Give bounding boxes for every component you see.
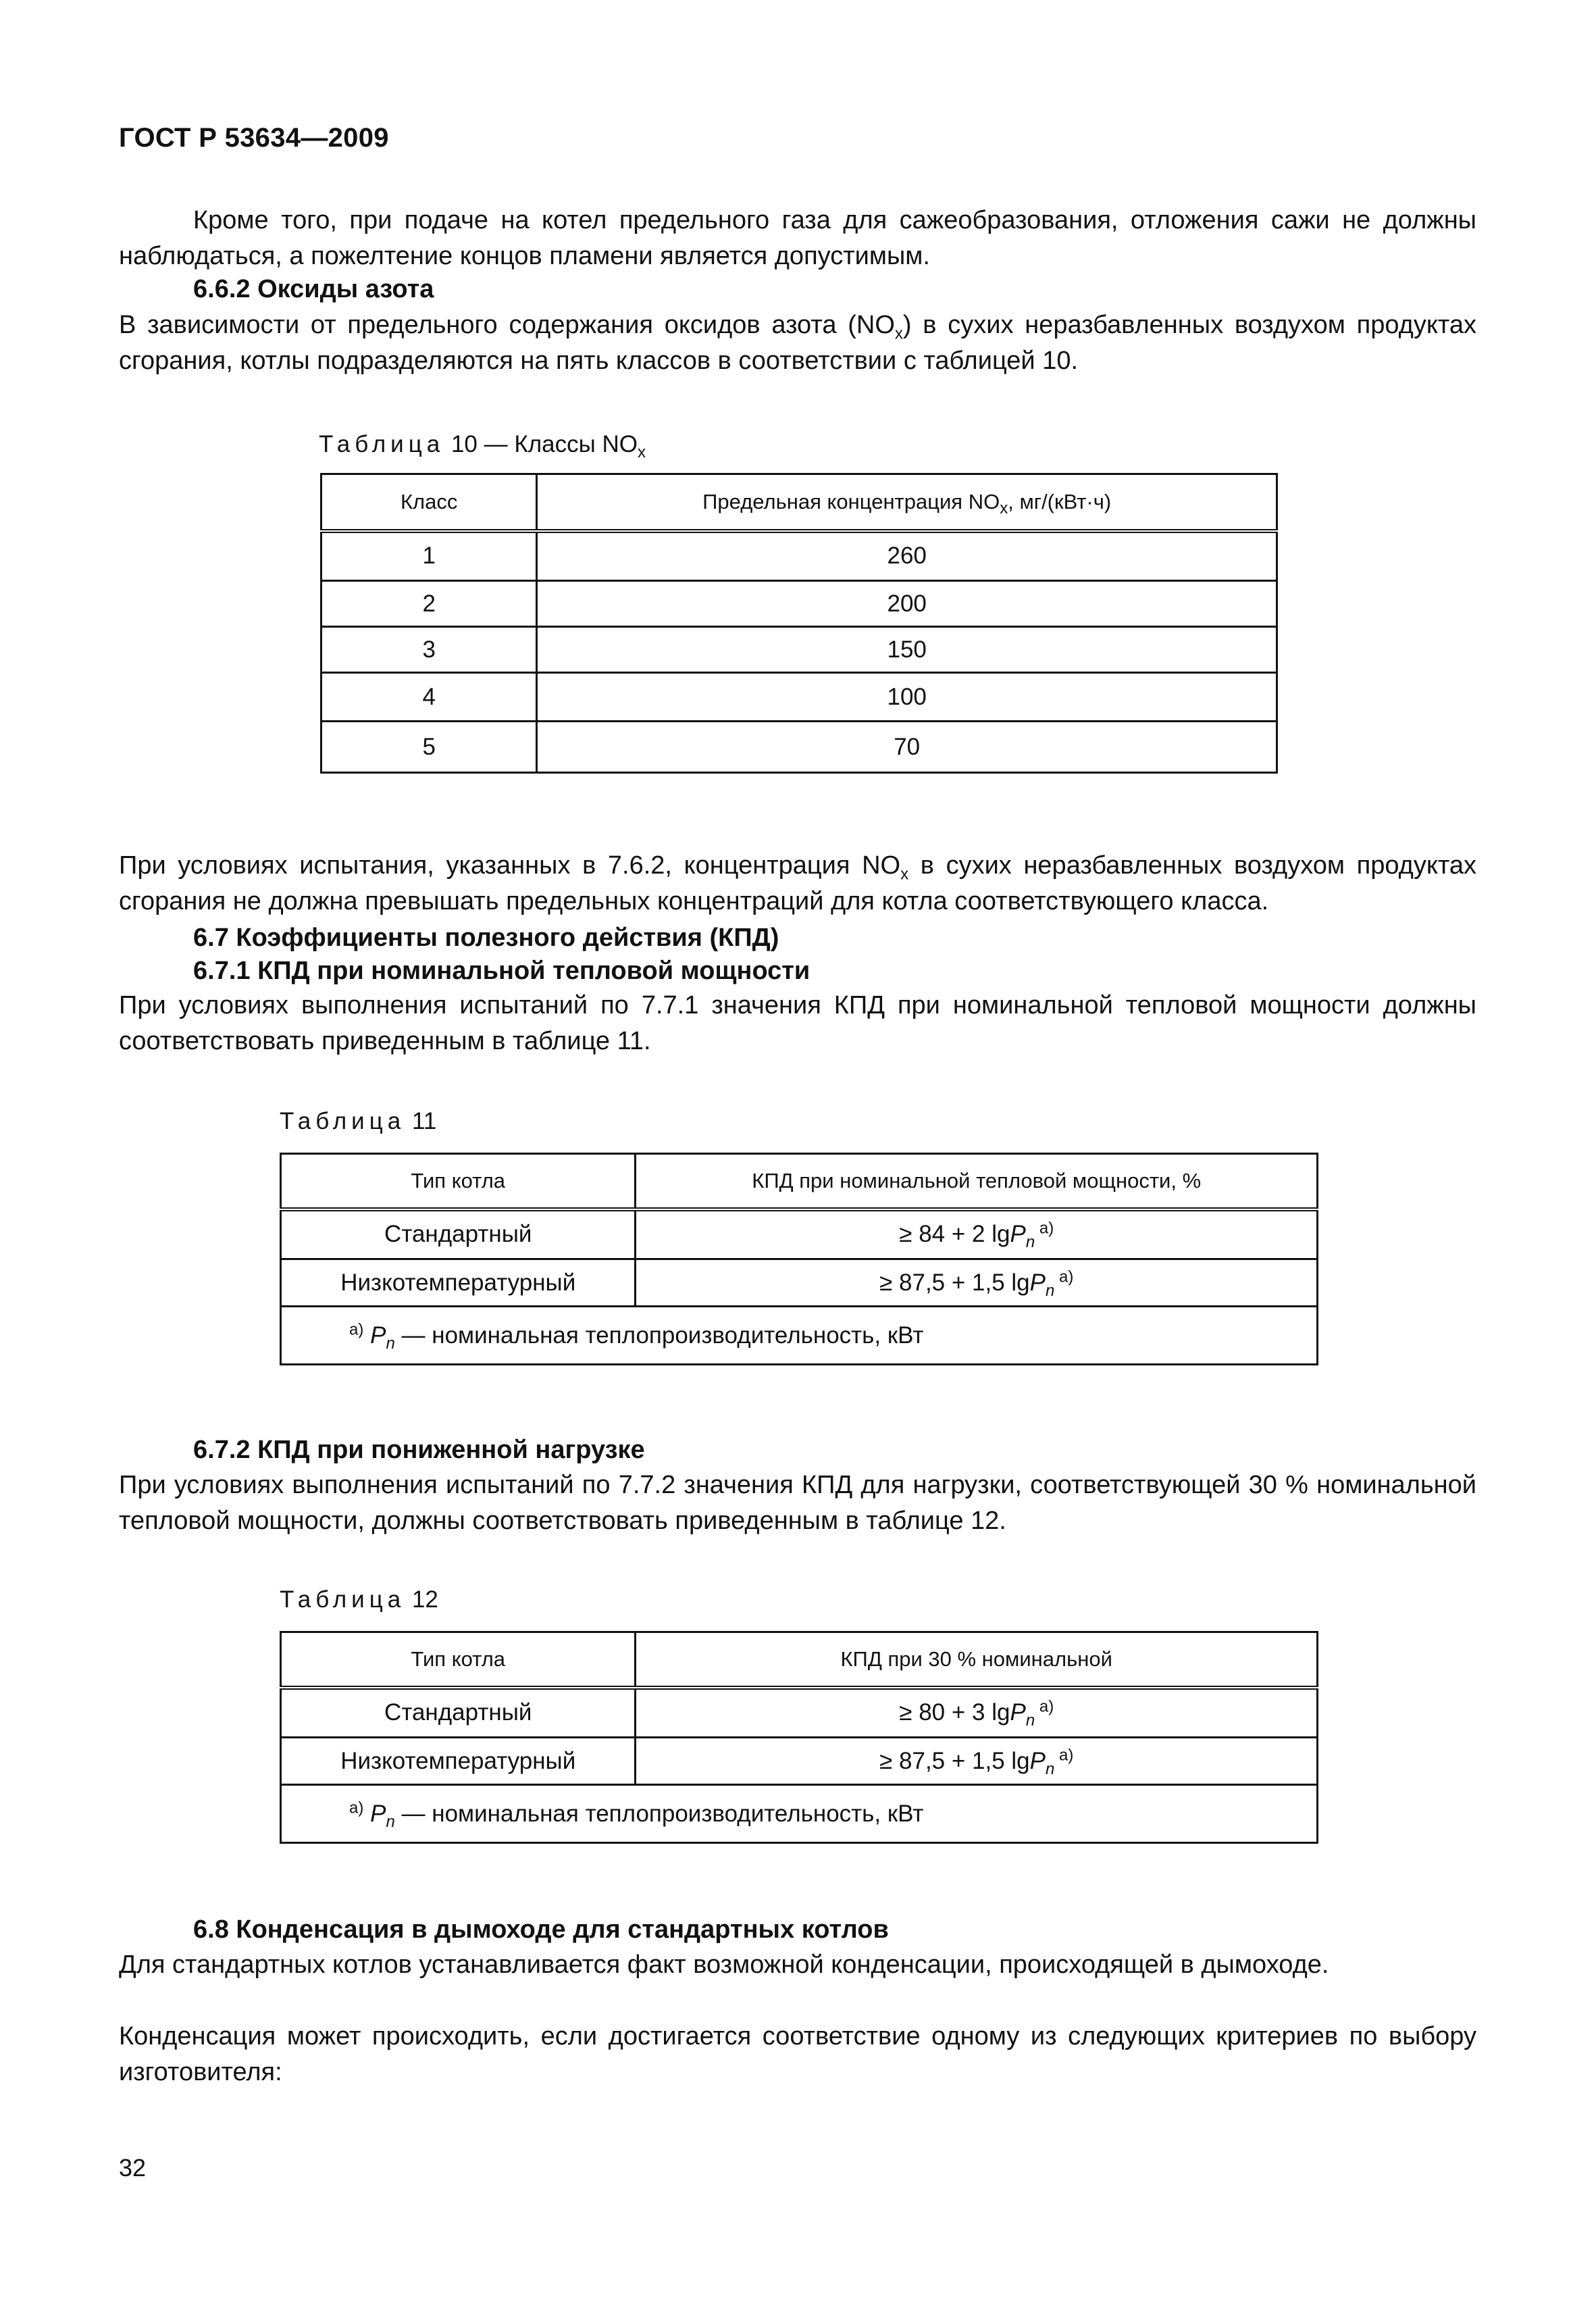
table-row xyxy=(281,1738,1318,1785)
table12-caption xyxy=(280,1584,438,1615)
table12-col-efficiency: КПД при 30 % номинальной xyxy=(636,1632,1318,1688)
table10 xyxy=(320,473,1278,774)
table-row xyxy=(281,1259,1318,1307)
table12-formula-cell: ≥ 87,5 + 1,5 lgP$_n$ $^{а)}$ xyxy=(636,1738,1318,1785)
table10-value-cell: 100 xyxy=(537,673,1277,722)
table12-caption-rest: 12 xyxy=(405,1586,438,1613)
section-heading-6-7: 6.7 Коэффициенты полезного действия (КПД) xyxy=(193,924,779,952)
table12-type-cell: Стандартный xyxy=(281,1688,636,1738)
para-after10-sub: x xyxy=(900,865,909,884)
table11-type-cell: Низкотемпературный xyxy=(281,1259,636,1307)
table11-type-cell: Стандартный xyxy=(281,1209,636,1259)
table10-caption-sub: x xyxy=(638,443,646,461)
table12-type-cell: Низкотемпературный xyxy=(281,1738,636,1785)
table-row xyxy=(321,627,1277,673)
section-heading-6-7-2: 6.7.2 КПД при пониженной нагрузке xyxy=(193,1436,645,1464)
table10-value-cell: 70 xyxy=(537,722,1277,773)
para-662-post: ) в сухих неразбавленных воздухом продуктах сгорания, котлы подразделяются на пять классов в соответствии с таблицей 10. xyxy=(119,311,1476,375)
table10-value-cell: 260 xyxy=(537,531,1277,581)
para-68a-text: Для стандартных котлов устанавливается факт возможной конденсации, происходящей в дымоходе. xyxy=(119,1951,1329,1979)
para-662-sub: x xyxy=(894,324,903,343)
table10-class-cell: 4 xyxy=(321,673,537,722)
paragraph-6-7-1 xyxy=(119,988,1476,1059)
intro-line-1: Кроме того, при подаче на котел предельного газа для сажеобразования, отложения сажи не должны xyxy=(193,206,1476,234)
para-672-text: При условиях выполнения испытаний по 7.7.2 значения КПД для нагрузки, соответствующей 30 % номинальной тепловой мощности, должны соответствовать приведенным в таблице 12. xyxy=(119,1471,1476,1535)
table-row xyxy=(321,722,1277,773)
intro-line-2: наблюдаться, а пожелтение концов пламени является допустимым. xyxy=(119,242,930,270)
table10-col-limit: Предельная концентрация $NO_x$, мг/(кВт·ч) xyxy=(537,474,1277,531)
table11-caption xyxy=(280,1106,436,1137)
document-code-header: ГОСТ Р 53634—2009 xyxy=(119,123,389,153)
table10-header-row xyxy=(321,474,1277,531)
table-row xyxy=(281,1209,1318,1259)
table-row xyxy=(321,673,1277,722)
table11-col-efficiency: КПД при номинальной тепловой мощности, % xyxy=(636,1154,1318,1209)
table12-col-type: Тип котла xyxy=(281,1632,636,1688)
table11-col-type: Тип котла xyxy=(281,1154,636,1209)
table12-header-row xyxy=(281,1632,1318,1688)
table12-footnote: $^{а)}$ $P_n$ — номинальная теплопроизводительность, кВт xyxy=(281,1785,1318,1843)
table11-footnote: $^{а)}$ $P_n$ — номинальная теплопроизводительность, кВт xyxy=(281,1307,1318,1365)
table12 xyxy=(280,1631,1318,1844)
table11-header-row xyxy=(281,1154,1318,1209)
table11-formula-cell: ≥ 84 + 2 lgP$_n$ $^{а)}$ xyxy=(636,1209,1318,1259)
table10-col-class: Класс xyxy=(321,474,537,531)
table10-caption-rest: 10 — Классы NO xyxy=(444,431,638,457)
table11-footnote-row xyxy=(281,1307,1318,1365)
table10-value-cell: 150 xyxy=(537,627,1277,673)
section-heading-6-6-2: 6.6.2 Оксиды азота xyxy=(193,275,434,303)
table10-caption-word: Таблица xyxy=(319,431,445,457)
table10-class-cell: 3 xyxy=(321,627,537,673)
table-row xyxy=(281,1688,1318,1738)
para-68b-text: Конденсация может происходить, если достигается соответствие одному из следующих критериев по выбору изготовителя: xyxy=(119,2022,1476,2086)
para-662-pre: В зависимости от предельного содержания оксидов азота (NO xyxy=(119,311,895,339)
page-number: 32 xyxy=(119,2154,147,2182)
paragraph-6-6-2 xyxy=(119,307,1476,379)
paragraph-6-7-2 xyxy=(119,1467,1476,1539)
table10-class-cell: 2 xyxy=(321,581,537,627)
para-671-text: При условиях выполнения испытаний по 7.7.1 значения КПД при номинальной тепловой мощности должны соответствовать приведенным в таблице 11. xyxy=(119,991,1476,1055)
table11-formula-cell: ≥ 87,5 + 1,5 lgP$_n$ $^{а)}$ xyxy=(636,1259,1318,1307)
para-after10-post: в сухих неразбавленных воздухом продуктах сгорания не должна превышать предельных концентраций для котла соответствующего класса. xyxy=(119,851,1476,915)
table12-footnote-row xyxy=(281,1785,1318,1843)
paragraph-6-8-b xyxy=(119,2019,1476,2090)
table12-formula-cell: ≥ 80 + 3 lgP$_n$ $^{а)}$ xyxy=(636,1688,1318,1738)
table10-caption xyxy=(319,429,646,460)
table10-value-cell: 200 xyxy=(537,581,1277,627)
intro-paragraph xyxy=(119,203,1476,274)
section-heading-6-7-1: 6.7.1 КПД при номинальной тепловой мощности xyxy=(193,957,810,985)
paragraph-6-8-a xyxy=(119,1947,1476,1983)
table-row xyxy=(321,581,1277,627)
table-row xyxy=(321,531,1277,581)
para-after10-pre: При условиях испытания, указанных в 7.6.2, концентрация NO xyxy=(119,851,901,880)
table10-class-cell: 1 xyxy=(321,531,537,581)
paragraph-after-table10 xyxy=(119,848,1476,920)
table11 xyxy=(280,1153,1318,1365)
table12-caption-word: Таблица xyxy=(280,1586,406,1613)
table11-caption-word: Таблица xyxy=(280,1108,406,1134)
table10-class-cell: 5 xyxy=(321,722,537,773)
table11-caption-rest: 11 xyxy=(405,1108,437,1134)
section-heading-6-8: 6.8 Конденсация в дымоходе для стандартных котлов xyxy=(193,1915,889,1944)
